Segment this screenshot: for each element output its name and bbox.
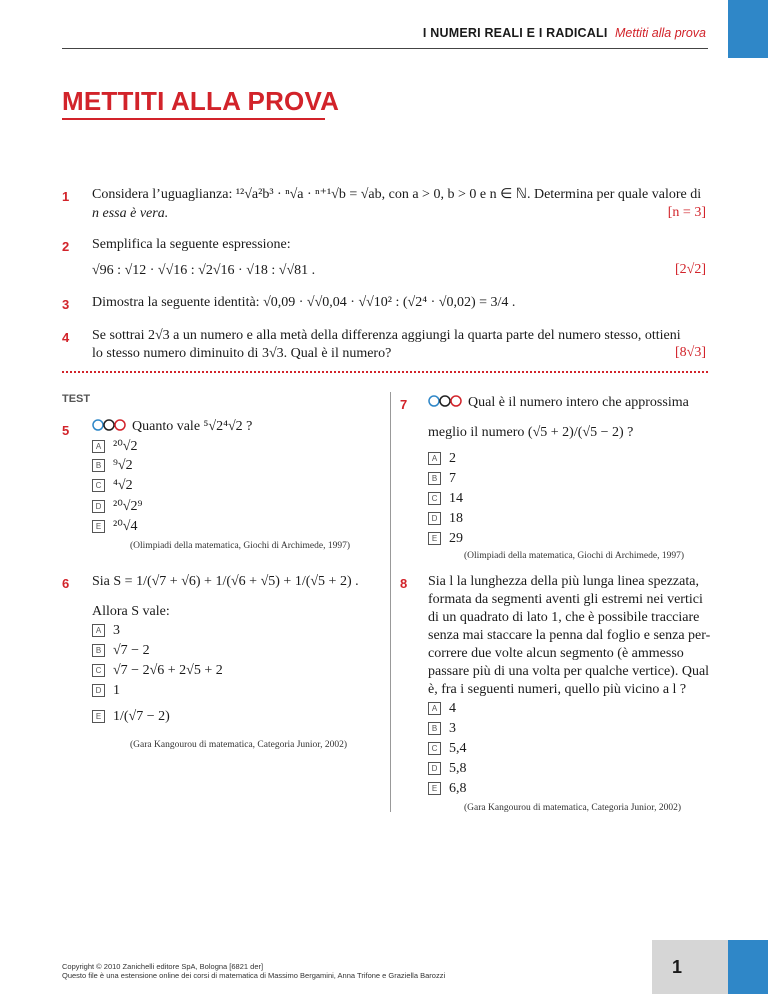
q7-option-b-text: 7 bbox=[449, 471, 456, 486]
exercise-2-answer: [2√2] bbox=[674, 262, 706, 277]
exercise-4-line1: Se sottrai 2√3 a un numero e alla metà della differenza aggiungi la quarta parte del numero stesso, ottieni bbox=[92, 328, 681, 343]
option-letter: D bbox=[428, 762, 441, 775]
header-rule bbox=[62, 48, 708, 49]
q6-option-c-text: √7 − 2√6 + 2√5 + 2 bbox=[113, 663, 223, 678]
q5-option-e-text: ²⁰√4 bbox=[113, 519, 138, 534]
option-letter: C bbox=[92, 479, 105, 492]
question-7-line2: meglio il numero (√5 + 2)/(√5 − 2) ? bbox=[428, 425, 634, 440]
option-letter: E bbox=[92, 520, 105, 533]
q6-option-b-text: √7 − 2 bbox=[113, 643, 150, 658]
q8-line-7: è, fra i seguenti numeri, quello più vicino a l ? bbox=[428, 682, 687, 697]
option-letter: D bbox=[92, 500, 105, 513]
q8-source: (Gara Kangourou di matematica, Categoria Junior, 2002) bbox=[464, 803, 681, 813]
q8-option-a-text: 4 bbox=[449, 701, 456, 716]
option-letter: C bbox=[92, 664, 105, 677]
q6-option-e bbox=[92, 709, 170, 725]
title-underline bbox=[62, 118, 325, 120]
option-letter: A bbox=[92, 624, 105, 637]
header-subsection: Mettiti alla prova bbox=[614, 26, 706, 40]
q8-option-d bbox=[428, 761, 467, 777]
q5-option-a-text: ²⁰√2 bbox=[113, 439, 138, 454]
q5-option-c-text: ⁴√2 bbox=[113, 478, 133, 493]
exercise-4-line2: lo stesso numero diminuito di 3√3. Qual è il numero? bbox=[92, 346, 392, 361]
exercise-2-expression: √96 : √12 · √√16 : √2√16 · √18 : √√81 . bbox=[92, 263, 316, 278]
olympics-icon bbox=[428, 395, 462, 409]
exercise-1-line2: n essa è vera. bbox=[92, 206, 169, 221]
exercise-4-answer: [8√3] bbox=[674, 345, 706, 360]
q8-line-6: passare più di una volta per qualche vertice). Qual bbox=[428, 664, 710, 679]
header-blue-tab bbox=[728, 0, 768, 58]
exercise-2-line1: Semplifica la seguente espressione: bbox=[92, 237, 291, 252]
column-separator bbox=[390, 392, 391, 812]
q7-option-c-text: 14 bbox=[449, 491, 463, 506]
question-number-5: 5 bbox=[62, 423, 70, 438]
page-number: 1 bbox=[672, 957, 683, 977]
option-letter: C bbox=[428, 742, 441, 755]
q5-option-b-text: ⁹√2 bbox=[113, 458, 133, 473]
q8-line-2: formata da segmenti aventi gli estremi nei vertici bbox=[428, 592, 703, 607]
exercise-number-1: 1 bbox=[62, 189, 70, 204]
q5-option-b bbox=[92, 458, 133, 474]
q7-option-d bbox=[428, 511, 463, 527]
q5-option-a bbox=[92, 438, 138, 455]
option-letter: B bbox=[92, 644, 105, 657]
option-letter: E bbox=[428, 782, 441, 795]
q8-option-d-text: 5,8 bbox=[449, 761, 467, 776]
q5-option-e bbox=[92, 518, 138, 535]
option-letter: A bbox=[92, 440, 105, 453]
option-letter: D bbox=[92, 684, 105, 697]
option-letter: C bbox=[428, 492, 441, 505]
q5-source: (Olimpiadi della matematica, Giochi di Archimede, 1997) bbox=[130, 541, 351, 551]
q8-option-a bbox=[428, 701, 456, 717]
olympics-icon bbox=[92, 419, 126, 433]
q5-option-d bbox=[92, 498, 142, 515]
option-letter: E bbox=[428, 532, 441, 545]
q8-option-e-text: 6,8 bbox=[449, 781, 467, 796]
page-title: METTITI ALLA PROVA bbox=[62, 86, 340, 116]
exercise-3-line1: Dimostra la seguente identità: √0,09 · √√0,04 · √√10² : (√2⁴ · √0,02) = 3/4 . bbox=[92, 295, 516, 310]
question-number-7: 7 bbox=[400, 397, 408, 412]
q8-line-5: correre due volte alcun segmento (è ammesso bbox=[428, 646, 684, 661]
header-section: I NUMERI REALI E I RADICALI bbox=[422, 26, 608, 40]
q7-option-b bbox=[428, 471, 456, 487]
question-number-8: 8 bbox=[400, 576, 408, 591]
question-7-label: Qual è il numero intero che approssima bbox=[468, 395, 689, 410]
q8-option-c-text: 5,4 bbox=[449, 741, 467, 756]
q6-option-a bbox=[92, 623, 120, 639]
footer-line-1: Copyright © 2010 Zanichelli editore SpA, Bologna [6821 der] bbox=[62, 962, 264, 971]
footer-line-2: Questo file è una estensione online dei corsi di matematica di Massimo Bergamini, Anna Trifone e Graziella Barozzi bbox=[62, 971, 446, 980]
q7-option-e bbox=[428, 531, 463, 547]
q8-option-e bbox=[428, 781, 467, 797]
option-letter: B bbox=[92, 459, 105, 472]
q7-source: (Olimpiadi della matematica, Giochi di Archimede, 1997) bbox=[464, 551, 685, 561]
q5-option-d-text: ²⁰√2⁹ bbox=[113, 499, 143, 514]
section-divider bbox=[62, 371, 708, 373]
question-number-6: 6 bbox=[62, 576, 70, 591]
test-label: TEST bbox=[62, 393, 91, 405]
option-letter: B bbox=[428, 472, 441, 485]
q6-option-e-text: 1/(√7 − 2) bbox=[113, 709, 170, 724]
question-7-line1 bbox=[428, 394, 708, 412]
exercise-1-line1: Considera l’uguaglianza: ¹²√a²b³ · ⁿ√a · ⁿ⁺¹√b = √ab, con a > 0, b > 0 e n ∈ ℕ. Determina per quale valore di bbox=[92, 187, 702, 202]
exercise-number-2: 2 bbox=[62, 239, 70, 254]
option-letter: B bbox=[428, 722, 441, 735]
page-blue-tab bbox=[728, 940, 768, 994]
q8-option-b-text: 3 bbox=[449, 721, 456, 736]
option-letter: D bbox=[428, 512, 441, 525]
option-letter: E bbox=[92, 710, 105, 723]
q6-option-c bbox=[92, 663, 223, 679]
exercise-1-answer: [n = 3] bbox=[667, 205, 706, 220]
q7-option-e-text: 29 bbox=[449, 531, 463, 546]
exercise-number-3: 3 bbox=[62, 297, 70, 312]
q6-option-d bbox=[92, 683, 120, 699]
q6-source: (Gara Kangourou di matematica, Categoria Junior, 2002) bbox=[130, 740, 347, 750]
question-6-text: Sia S = 1/(√7 + √6) + 1/(√6 + √5) + 1/(√5 + 2) . bbox=[92, 574, 359, 589]
q7-option-a-text: 2 bbox=[449, 451, 456, 466]
q6-option-a-text: 3 bbox=[113, 623, 120, 638]
q8-option-b bbox=[428, 721, 456, 737]
option-letter: A bbox=[428, 452, 441, 465]
question-5-label: Quanto vale ⁵√2⁴√2 ? bbox=[132, 419, 253, 434]
q8-option-c bbox=[428, 741, 467, 757]
exercise-number-4: 4 bbox=[62, 330, 70, 345]
q6-option-b bbox=[92, 643, 150, 659]
q7-option-c bbox=[428, 491, 463, 507]
q6-option-d-text: 1 bbox=[113, 683, 120, 698]
question-5-text bbox=[92, 418, 252, 436]
question-6-sub: Allora S vale: bbox=[92, 604, 170, 619]
running-header bbox=[423, 26, 706, 40]
q5-option-c bbox=[92, 478, 133, 494]
q8-line-3: di un quadrato di lato 1, che è possibile tracciare bbox=[428, 610, 700, 625]
q8-line-4: senza mai staccare la penna dal foglio e senza per- bbox=[428, 628, 711, 643]
footer-copyright bbox=[62, 962, 445, 980]
q8-line-1: Sia l la lunghezza della più lunga linea spezzata, bbox=[428, 574, 699, 589]
q7-option-a bbox=[428, 451, 456, 467]
q7-option-d-text: 18 bbox=[449, 511, 463, 526]
option-letter: A bbox=[428, 702, 441, 715]
